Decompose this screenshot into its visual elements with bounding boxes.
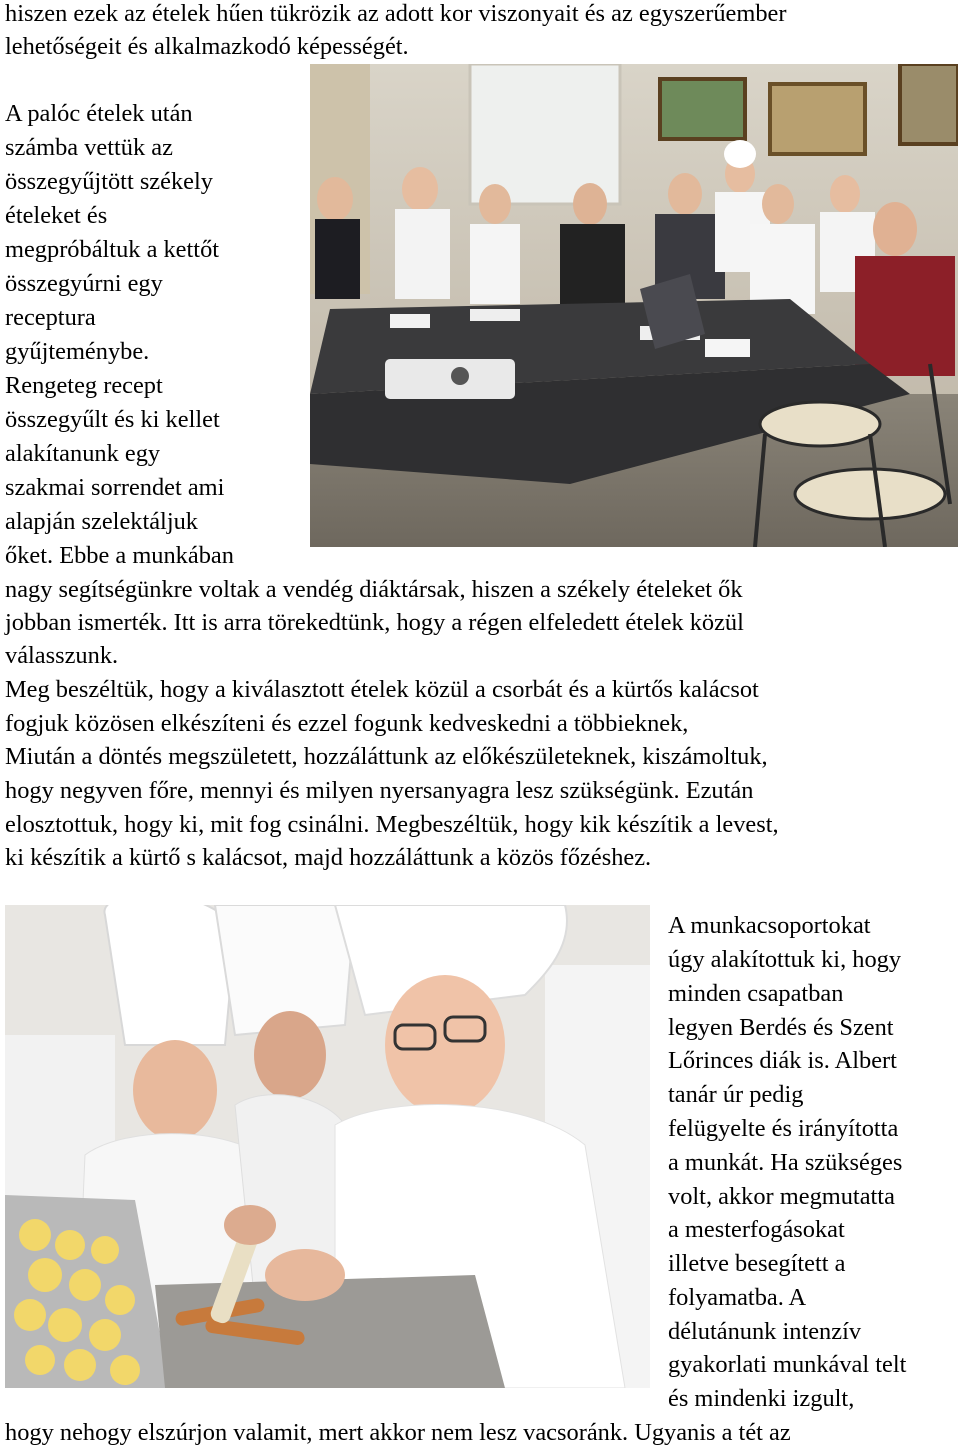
text-line: összegyúrni egy — [5, 270, 163, 297]
text-line: tanár úr pedig — [668, 1081, 804, 1108]
text-line: A palóc ételek után — [5, 100, 193, 127]
text-line: úgy alakítottuk ki, hogy — [668, 946, 902, 973]
text-line: délutánunk intenzív — [668, 1318, 862, 1345]
text-line: jobban ismerték. Itt is arra törekedtünk, hogy a régen elfeledett ételek közül — [5, 609, 744, 636]
text-line: elosztottuk, hogy ki, mit fog csinálni. Megbeszéltük, hogy kik készítik a levest, — [5, 811, 779, 838]
classroom-meeting-photo — [310, 64, 958, 547]
text-line: Lőrinces diák is. Albert — [668, 1047, 897, 1074]
text-line: hogy nehogy elszúrjon valamit, mert akkor nem lesz vacsoránk. Ugyanis a tét az — [5, 1419, 791, 1446]
text-line: lehetőségeit és alkalmazkodó képességét. — [5, 33, 409, 60]
text-line: válasszunk. — [5, 642, 119, 669]
text-line: gyakorlati munkával telt — [668, 1351, 907, 1378]
text-line: Rengeteg recept — [5, 372, 163, 399]
text-line: folyamatba. A — [668, 1284, 807, 1311]
text-line: a mesterfogásokat — [668, 1216, 845, 1243]
text-line: Miután a döntés megszületett, hozzáláttunk az előkészületeknek, kiszámoltuk, — [5, 743, 768, 770]
text-line: ki készítik a kürtő s kalácsot, majd hozzáláttunk a közös főzéshez. — [5, 844, 652, 871]
text-line: szakmai sorrendet ami — [5, 474, 225, 501]
text-line: receptura — [5, 304, 96, 331]
text-line: ételeket és — [5, 202, 108, 229]
text-line: fogjuk közösen elkészíteni és ezzel fogunk kedveskedni a többieknek, — [5, 710, 689, 737]
text-line: hiszen ezek az ételek hűen tükrözik az adott kor viszonyait és az egyszerűember — [5, 0, 787, 27]
text-line: a munkát. Ha szükséges — [668, 1149, 903, 1176]
cooking-students-photo — [5, 905, 650, 1388]
text-line: volt, akkor megmutatta — [668, 1183, 895, 1210]
text-line: megpróbáltuk a kettőt — [5, 236, 220, 263]
text-line: számba vettük az — [5, 134, 173, 161]
text-line: minden csapatban — [668, 980, 844, 1007]
text-line: A munkacsoportokat — [668, 912, 871, 939]
text-line: alapján szelektáljuk — [5, 508, 199, 535]
text-line: gyűjteménybe. — [5, 338, 150, 365]
text-line: összegyűjtött székely — [5, 168, 213, 195]
text-line: alakítanunk egy — [5, 440, 161, 467]
text-line: legyen Berdés és Szent — [668, 1014, 894, 1041]
text-line: őket. Ebbe a munkában — [5, 542, 234, 569]
text-line: összegyűlt és ki kellet — [5, 406, 220, 433]
text-line: nagy segítségünkre voltak a vendég diáktársak, hiszen a székely ételeket ők — [5, 576, 743, 603]
text-line: hogy negyven főre, mennyi és milyen nyersanyagra lesz szükségünk. Ezután — [5, 777, 754, 804]
text-line: Meg beszéltük, hogy a kiválasztott ételek közül a csorbát és a kürtős kalácsot — [5, 676, 759, 703]
text-line: felügyelte és irányította — [668, 1115, 899, 1142]
text-line: illetve besegített a — [668, 1250, 846, 1277]
text-line: és mindenki izgult, — [668, 1385, 855, 1412]
